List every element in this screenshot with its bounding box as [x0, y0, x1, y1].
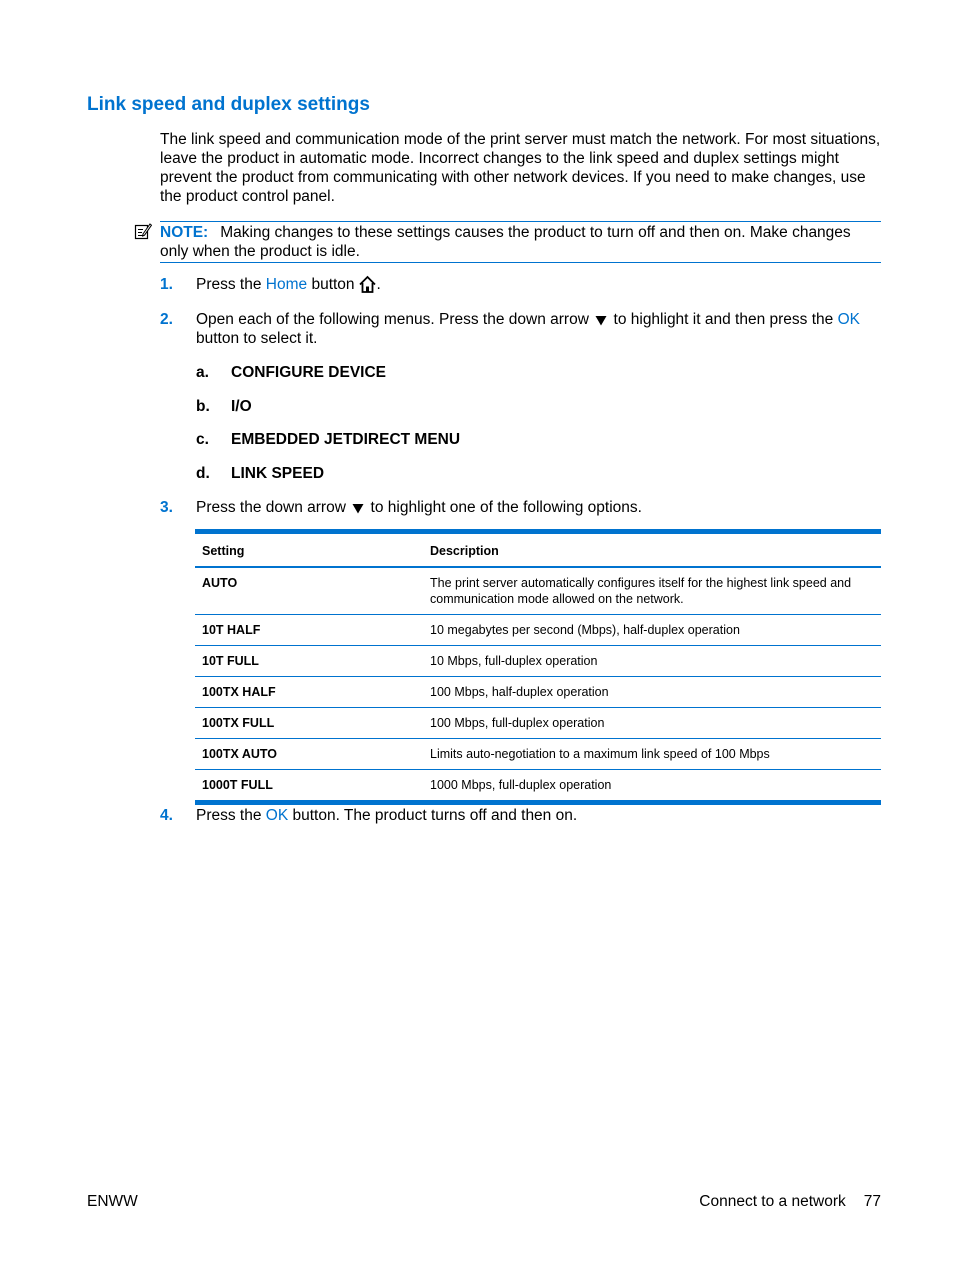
table-row [195, 646, 881, 677]
step-1-text [196, 275, 881, 294]
step-text-part: button. The product turns off and then on. [288, 807, 578, 824]
down-arrow-icon [595, 315, 607, 326]
home-icon [358, 275, 377, 294]
submenu-letter: b. [196, 398, 210, 415]
page-number: 77 [863, 1193, 881, 1210]
setting-cell: 1000T FULL [202, 778, 273, 792]
setting-cell: 10T HALF [195, 615, 423, 646]
step-text-part: Open each of the following menus. Press the down arrow [196, 311, 589, 328]
table-row [195, 615, 881, 646]
submenu-letter: d. [196, 465, 210, 482]
setting-cell: 10T FULL [195, 646, 423, 677]
step-4-text [196, 806, 881, 825]
down-arrow-icon [352, 503, 364, 514]
step-3-text [196, 498, 881, 517]
table-row [195, 770, 881, 803]
description-cell: 100 Mbps, full-duplex operation [423, 708, 881, 739]
table-row [195, 739, 881, 770]
note-box [160, 221, 881, 263]
step-number: 2. [160, 311, 173, 328]
step-2-text [196, 310, 881, 348]
note-label: NOTE: [160, 224, 209, 241]
step-text-part: Press the [196, 807, 266, 824]
step-text-part: Press the [196, 276, 266, 293]
submenu-letter: a. [196, 364, 209, 381]
note-icon [134, 222, 152, 240]
step-text-part: button [307, 276, 355, 293]
submenu-letter: c. [196, 431, 209, 448]
setting-cell: 100TX HALF [195, 677, 423, 708]
step-text-part: button to select it. [196, 330, 318, 347]
section-heading: Link speed and duplex settings [87, 94, 370, 115]
step-number: 1. [160, 276, 173, 293]
link-speed-table [195, 529, 881, 805]
description-cell: The print server automatically configures itself for the highest link speed and communication mode allowed on the network. [423, 567, 881, 615]
description-cell: 100 Mbps, half-duplex operation [423, 677, 881, 708]
ok-link[interactable]: OK [265, 807, 289, 824]
home-link[interactable]: Home [265, 276, 308, 293]
description-cell: 10 megabytes per second (Mbps), half-duplex operation [423, 615, 881, 646]
column-header: Description [423, 532, 881, 568]
table-header-row [195, 532, 881, 568]
table-row [195, 708, 881, 739]
step-text-part: . [376, 276, 381, 293]
intro-paragraph: The link speed and communication mode of the print server must match the network. For most situations, leave the product in automatic mode. Incorrect changes to the link speed and duplex settings might prevent the product from communicating with other network devices. If you need to make changes, use the product control panel. [160, 131, 881, 205]
column-header: Setting [195, 532, 423, 568]
submenu-item: EMBEDDED JETDIRECT MENU [231, 431, 461, 448]
table-row [195, 567, 881, 615]
note-text: Making changes to these settings causes the product to turn off and then on. Make changes only when the product is idle. [160, 224, 851, 260]
step-number: 3. [160, 499, 173, 516]
submenu-item: CONFIGURE DEVICE [231, 364, 387, 381]
description-cell: 10 Mbps, full-duplex operation [423, 646, 881, 677]
step-number: 4. [160, 807, 173, 824]
step-text-part: to highlight it and then press the [613, 311, 838, 328]
description-cell: Limits auto-negotiation to a maximum link speed of 100 Mbps [423, 739, 881, 770]
step-text-part: to highlight one of the following options. [370, 499, 642, 516]
setting-cell: AUTO [195, 567, 423, 615]
table-row [195, 677, 881, 708]
description-cell: 1000 Mbps, full-duplex operation [430, 778, 612, 792]
submenu-item: LINK SPEED [231, 465, 325, 482]
ok-link[interactable]: OK [837, 311, 860, 328]
submenu-item: I/O [231, 398, 252, 415]
step-text-part: Press the down arrow [196, 499, 346, 516]
setting-cell: 100TX AUTO [195, 739, 423, 770]
footer-right [699, 1193, 881, 1211]
setting-cell: 100TX FULL [195, 708, 423, 739]
footer-section-title: Connect to a network [699, 1193, 846, 1210]
footer-label: ENWW [87, 1193, 138, 1210]
